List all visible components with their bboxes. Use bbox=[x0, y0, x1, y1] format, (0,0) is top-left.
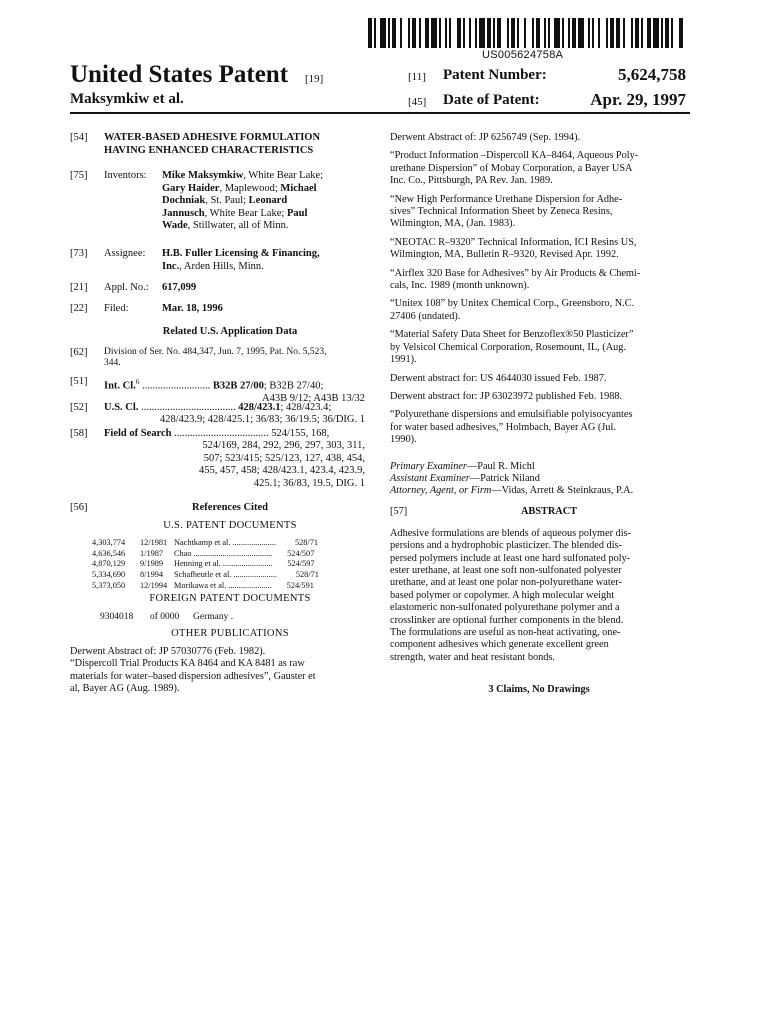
publication-entry: “Polyurethane dispersions and emulsifiable polyisocyantes for water based adhesives,” Holmbach, Bayer AG (Jul. 1990). bbox=[390, 409, 633, 446]
field-58: [58] Field of Search .................................... 524/155, 168, 524/169, 284, 292, 296, 297, 303, 311, 507; 523/415; 525/123, 127, 438, 454, 455, 457, 458; 428/423.1, 423.4, 423.9, 425.1; 36/83, 19.5, DIG. 1 bbox=[70, 427, 365, 489]
patent-number-label: Patent Number: bbox=[443, 67, 547, 83]
invention-title: WATER-BASED ADHESIVE FORMULATION HAVING ENHANCED CHARACTERISTICS bbox=[104, 132, 321, 156]
barcode bbox=[368, 18, 686, 48]
us-doc-row: 4,303,774 12/1981 Nachtkamp et al. ..................... 528/71 bbox=[92, 538, 319, 548]
us-doc-row: 4,636,546 1/1987 Chao ...................................... 524/507 bbox=[92, 548, 315, 558]
references-heading: References Cited bbox=[192, 501, 268, 513]
other-pubs-heading: OTHER PUBLICATIONS bbox=[171, 628, 289, 640]
foreign-doc-row: 9304018 of 0000 Germany . bbox=[100, 611, 234, 622]
us-docs-list bbox=[70, 538, 370, 591]
claims-summary: 3 Claims, No Drawings bbox=[488, 684, 590, 696]
date-code: [45] bbox=[408, 96, 427, 108]
field-22: [22] Filed: Mar. 18, 1996 bbox=[70, 303, 223, 314]
publication-entry: “Unitex 108” by Unitex Chemical Corp., Greensboro, N.C. 27406 (undated). bbox=[390, 298, 635, 322]
field-75-inventors: [75] Inventors: Mike Maksymkiw, White Bear Lake; Gary Haider, Maplewood; Michael Dochniak, St. Paul; Leonard Jannusch, White Bear Lake; Paul Wade, Stillwater, all of Minn. bbox=[70, 170, 370, 250]
publication-entry: “Airflex 320 Base for Adhesives” by Air Products & Chemi- cals, Inc. 1989 (month unknown). bbox=[390, 267, 641, 292]
publication-entry: “New High Performance Urethane Dispersion for Adhe- sives” Technical Information Sheet by Zeneca Resins, Wilmington, MA, (Jan. 1983). bbox=[390, 193, 623, 230]
us-doc-row: 4,870,129 9/1989 Henning et al. ........................ 524/597 bbox=[92, 559, 315, 569]
us-doc-row: 5,334,690 8/1994 Schafheutle et al. ..................... 528/71 bbox=[92, 569, 319, 579]
examiners: Primary Examiner—Paul R. Michl Assistant Examiner—Patrick Niland Attorney, Agent, or Firm—Vidas, Arrett & Steinkraus, P.A. bbox=[390, 460, 634, 497]
inventor-list: Mike Maksymkiw, White Bear Lake; Gary Haider, Maplewood; Michael Dochniak, St. Paul; Leonard Jannusch, White Bear Lake; Paul Wade, Stillwater, all of Minn. bbox=[162, 170, 324, 232]
field-51: [51] Int. Cl.$^6$ .......................... B32B 27/00; B32B 27/40; A43B 9/12; A43B 13/32 bbox=[70, 375, 365, 404]
patent-title: United States Patent bbox=[70, 61, 289, 88]
abstract-text: Adhesive formulations are blends of aqueous polymer dis- persions and a hydrophobic plasticizer. The blended dis- persed polymers include at least one hard sulfonated poly- ester urethane, at least one soft non-sulfonated polyester urethane, and at least one polar non-polyurethane water- based polymer or copolymer. A high molecular weight elastomeric non-sulfonated polyurethane polymer and a crosslinker are optional further components in the blend. The formulations are useful as non-heat activating, one- component adhesives which generate excellent green strength, water and heat resistant bonds. bbox=[390, 527, 632, 663]
field-57: [57] ABSTRACT bbox=[390, 506, 688, 520]
publication-entry: “NEOTAC R–9320” Technical Information, ICI Resins US, Wilmington, MA, Bulletin R–9320, Revised Apr. 1992. bbox=[390, 236, 637, 261]
publication-entry: Derwent abstract for: JP 63023972 published Feb. 1988. bbox=[390, 390, 623, 402]
field-21: [21] Appl. No.: 617,099 bbox=[70, 282, 197, 293]
date-label: Date of Patent: bbox=[443, 92, 540, 108]
field-56: [56] References Cited bbox=[70, 502, 370, 516]
right-column bbox=[390, 132, 688, 697]
patent-date: Apr. 29, 1997 bbox=[590, 90, 686, 109]
field-62: [62] Division of Ser. No. 484,347, Jun. 7, 1995, Pat. No. 5,523, 344. bbox=[70, 346, 327, 368]
inventors-short: Maksymkiw et al. bbox=[70, 91, 184, 107]
publication-entry: “Product Information –Dispercoll KA–8464, Aqueous Poly- urethane Dispersion” of Mobay Corporation, a Bayer USA Inc. Co., Pittsburgh, PA Rev. Jan. 1989. bbox=[390, 150, 639, 187]
related-heading: Related U.S. Application Data bbox=[162, 326, 298, 337]
publication-entry: “Material Safety Data Sheet for Benzoflex®50 Plasticizer” by Velsicol Chemical Corporation, Rosemount, IL, (Aug. 1991). bbox=[390, 329, 634, 366]
abstract-heading: ABSTRACT bbox=[520, 505, 578, 517]
us-doc-row: 5,373,050 12/1994 Morikawa et al. ..................... 524/591 bbox=[92, 580, 314, 590]
publication-entry: Derwent Abstract of: JP 6256749 (Sep. 1994). bbox=[390, 132, 581, 143]
document-number: US005624758A bbox=[482, 49, 564, 61]
header-rule bbox=[70, 112, 690, 114]
assignee: H.B. Fuller Licensing & Financing, Inc., Arden Hills, Minn. bbox=[162, 248, 320, 272]
field-73-assignee: [73] Assignee: H.B. Fuller Licensing & Financing, Inc., Arden Hills, Minn. bbox=[70, 248, 370, 278]
us-docs-heading: U.S. PATENT DOCUMENTS bbox=[163, 519, 297, 531]
title-code: [19] bbox=[305, 73, 324, 85]
left-column bbox=[70, 132, 370, 695]
patent-number: 5,624,758 bbox=[618, 65, 686, 84]
publication-entry: Derwent abstract for: US 4644030 issued Feb. 1987. bbox=[390, 372, 607, 384]
other-pubs-right bbox=[390, 132, 688, 447]
field-52: [52] U.S. Cl. .................................... 428/423.1; 428/423.4; 428/423.9; 428/425.1; 36/83; 36/19.5; 36/DIG. 1 bbox=[70, 401, 365, 426]
patent-number-code: [11] bbox=[408, 71, 426, 83]
field-54: [54] WATER-BASED ADHESIVE FORMULATION HAVING ENHANCED CHARACTERISTICS bbox=[70, 132, 370, 158]
other-pubs-left: Derwent Abstract of: JP 57030776 (Feb. 1982). “Dispercoll Trial Products KA 8464 and KA 8481 as raw materials for water–based dispersion adhesives”, Gauster et al, Bayer AG (Aug. 1989). bbox=[70, 645, 316, 694]
foreign-heading: FOREIGN PATENT DOCUMENTS bbox=[149, 593, 311, 605]
